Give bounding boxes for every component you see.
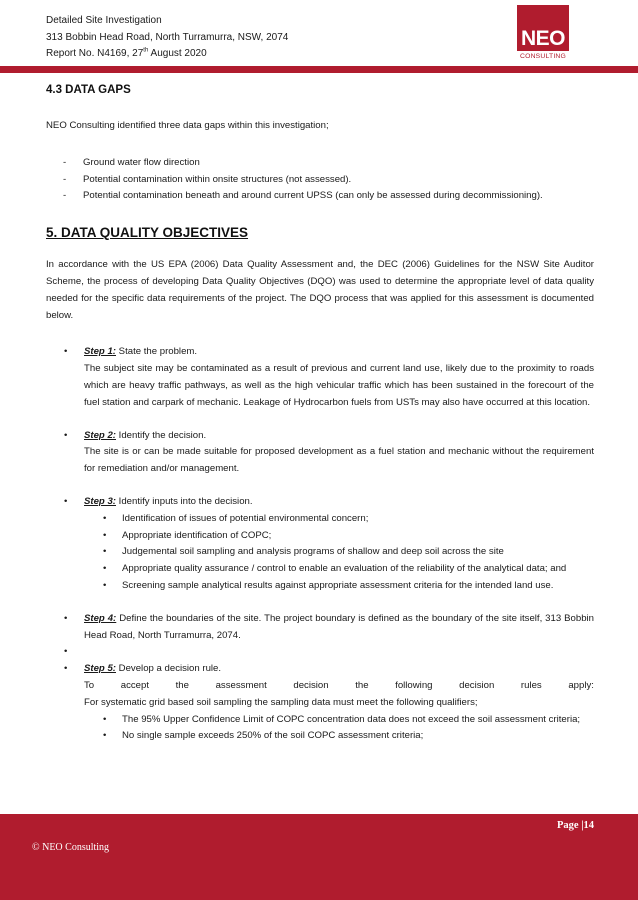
bullet-icon: • xyxy=(103,563,107,575)
bullet-icon: • xyxy=(64,663,68,675)
neo-logo xyxy=(517,5,569,63)
header-title: Detailed Site Investigation xyxy=(46,15,162,26)
logo-box xyxy=(517,5,569,51)
header-report: Report No. N4169, 27th August 2020 xyxy=(46,47,207,59)
bullet-icon: • xyxy=(103,546,107,558)
step-label: Step 2: xyxy=(84,429,116,441)
data-gaps-heading: 4.3 DATA GAPS xyxy=(46,84,131,96)
bullet-icon: • xyxy=(103,713,107,725)
data-gaps-intro: NEO Consulting identified three data gaps within this investigation; xyxy=(46,120,329,131)
step-5-qualifier-line: For systematic grid based soil sampling the sampling data must meet the following qualifiers; xyxy=(84,696,478,708)
logo-subtext: CONSULTING xyxy=(519,53,567,60)
empty-step xyxy=(64,644,594,661)
step-label: Step 3: xyxy=(84,495,116,507)
step-1 xyxy=(64,344,594,411)
list-item: • Identification of issues of potential environmental concern; xyxy=(122,511,594,528)
header-address: 313 Bobbin Head Road, North Turramurra, NSW, 2074 xyxy=(46,31,289,43)
bullet-icon: • xyxy=(64,495,68,507)
bullet-icon: • xyxy=(103,730,107,742)
step-title: Identify inputs into the decision. xyxy=(116,495,253,507)
step-5-rule-line: To accept the assessment decision the following decision rules apply: xyxy=(84,679,594,691)
step-label: Step 4: xyxy=(84,612,117,624)
bullet-icon: • xyxy=(64,429,68,441)
bullet-icon: • xyxy=(64,612,68,624)
list-item: • The 95% Upper Confidence Limit of COPC concentration data does not exceed the soil assessment criteria; xyxy=(122,712,594,729)
step-title: Identify the decision. xyxy=(116,429,207,441)
step-2 xyxy=(64,428,594,478)
step-body xyxy=(84,611,594,645)
header-divider-bar xyxy=(0,66,638,73)
step-3-inputs-list xyxy=(84,511,594,595)
dqo-heading: 5. DATA QUALITY OBJECTIVES xyxy=(46,225,249,241)
list-item: • Judgemental soil sampling and analysis programs of shallow and deep soil across the site xyxy=(122,544,594,561)
step-title: State the problem. xyxy=(116,346,198,358)
page-number: Page |14 xyxy=(556,820,594,831)
step-5 xyxy=(64,661,594,745)
step-4 xyxy=(64,611,594,645)
step-3 xyxy=(64,494,594,595)
step-body: The site is or can be made suitable for proposed development as a fuel station and mechanic without the requirement for remediation and/or management. xyxy=(84,446,594,475)
list-item: • No single sample exceeds 250% of the soil COPC assessment criteria; xyxy=(122,728,594,745)
bullet-icon: • xyxy=(103,529,107,541)
page-header xyxy=(0,0,638,70)
dqo-intro: In accordance with the US EPA (2006) Data Quality Assessment and, the DEC (2006) Guidelines for the NSW Site Auditor Scheme, the process of developing Data Quality Objectives (DQO) was used to determine the appropriate level of data quality needed for the specific data requirements of the project. The DQO process that was applied for this assessment is documented below. xyxy=(46,259,594,321)
bullet-icon: • xyxy=(103,579,107,591)
list-item: • Appropriate identification of COPC; xyxy=(122,528,594,545)
dqo-steps-list xyxy=(46,344,594,745)
step-5-qualifiers-list xyxy=(84,712,594,746)
step-label: Step 1: xyxy=(84,346,116,358)
step-body: The subject site may be contaminated as a result of previous and current land use, likely due to the proximity to roads which are heavy traffic pathways, as well as the high vehicular traffic which has been sustained in the forecourt of the fuel station and carpark of mechanic. Leakage of Hydrocarbon fuels from USTs may also have occurred at this location. xyxy=(84,363,594,408)
step-label: Step 5: xyxy=(84,663,116,675)
list-item: - Potential contamination beneath and around current UPSS (can only be assessed during decommissioning). xyxy=(63,188,594,205)
list-item: - Potential contamination within onsite structures (not assessed). xyxy=(63,172,594,189)
step-title: Define the boundaries of the site. The project boundary is defined as the boundary of the site itself, 313 Bobbin Head Road, North Turramurra, 2074. xyxy=(84,612,594,641)
step-title: Develop a decision rule. xyxy=(116,663,222,675)
bullet-icon: • xyxy=(103,512,107,524)
page-content xyxy=(46,84,594,745)
list-item: - Ground water flow direction xyxy=(63,155,594,172)
bullet-icon: • xyxy=(64,346,68,358)
list-item: • Appropriate quality assurance / control to enable an evaluation of the reliability of the analytical data; and xyxy=(122,561,594,578)
page-footer xyxy=(0,814,638,900)
bullet-icon: • xyxy=(64,646,68,658)
logo-text: NEO xyxy=(520,27,565,50)
header-text xyxy=(46,13,288,63)
footer-copyright: © NEO Consulting xyxy=(32,842,110,853)
data-gaps-list xyxy=(46,155,594,205)
list-item: • Screening sample analytical results against appropriate assessment criteria for the intended land use. xyxy=(122,578,594,595)
